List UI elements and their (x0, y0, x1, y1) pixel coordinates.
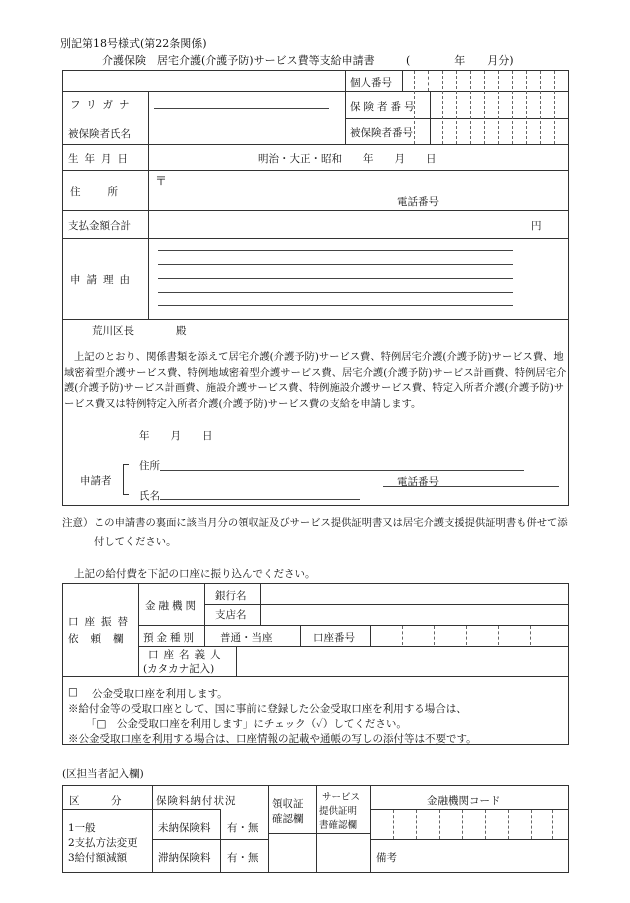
institution-label: 金融機関 (145, 600, 199, 612)
public-account-checkbox[interactable]: □ (68, 686, 78, 698)
insured-number-label: 被保険者番号 (350, 127, 413, 139)
insurer-number-label: 保険者番号 (350, 101, 418, 113)
applicant-name-label: 氏名 (139, 490, 160, 502)
service-cert-2: 提供証明 (319, 806, 358, 817)
declaration-body: 上記のとおり、関係書類を添えて居宅介護(介護予防)サービス費、特例居宅介護(介護予防)サービス費、地域密着型介護サービス費、特例地域密着型介護サービス費、居宅介護(介護予防)サービス計画費、特例居宅介護(介護予防)サービス計画費、施設介護サービス費、特例施設介護サービス費、特定入所者介護(介護予防)サービス費又は特例特定入所者介護(介護予防)サービス費の支給を申請します。 (64, 351, 567, 410)
public-account-line-1: 公金受取口座を利用します。 (92, 688, 228, 700)
branch-name-label: 支店名 (215, 609, 247, 621)
unpaid-label: 未納保険料 (158, 822, 211, 834)
applicant-phone-label: 電話番号 (397, 476, 439, 488)
personal-number-label: 個人番号 (350, 77, 392, 89)
bank-intro: 上記の給付費を下記の口座に振り込んでください。 (74, 568, 316, 580)
category-item-3: 3給付額減額 (68, 852, 128, 864)
form-title-date: ( 年 月分) (406, 54, 514, 67)
office-section-label: (区担当者記入欄) (62, 768, 144, 780)
applicant-name-field[interactable] (160, 499, 360, 500)
account-number-label: 口座番号 (313, 632, 355, 644)
furigana-label: フリガナ (70, 99, 136, 111)
deposit-type-label: 預金種別 (143, 632, 197, 644)
furigana-field[interactable] (154, 108, 329, 109)
insured-name-label: 被保険者氏名 (68, 128, 131, 140)
public-account-line-3: 「□ 公金受取口座を利用します」にチェック（✓）してください。 (86, 718, 407, 730)
holder-label-1: 口座名義人 (148, 649, 226, 661)
note-text: この申請書の裏面に該当月分の領収証及びサービス提供証明書又は居宅介護支援提供証明書も併せて添付してください。 (94, 517, 568, 548)
address-label: 住 所 (70, 186, 120, 198)
application-date[interactable]: 年 月 日 (139, 430, 213, 442)
reason-line-1[interactable] (158, 250, 513, 251)
reason-label: 申請理由 (70, 274, 136, 286)
applicant-address-label: 住所 (139, 460, 160, 472)
address-phone-label: 電話番号 (397, 196, 439, 208)
holder-label-2: (カタカナ記入) (143, 663, 215, 675)
service-cert-1: サービス (322, 792, 361, 803)
delinquent-yes-no[interactable]: 有・無 (227, 852, 259, 864)
reason-line-4[interactable] (158, 292, 513, 293)
remarks-label: 備考 (376, 852, 397, 864)
birthdate-label: 生年月日 (68, 153, 134, 165)
premium-status-label: 保険料納付状況 (156, 795, 237, 807)
public-account-line-2: ※給付金等の受取口座として、国に事前に登録した公金受取口座を利用する場合は、 (68, 703, 467, 715)
category-item-2: 2支払方法変更 (68, 837, 138, 849)
transfer-label-1: 口座振替 (68, 616, 134, 628)
receipt-check-2: 確認欄 (272, 813, 304, 825)
bank-code-label: 金融機関コード (427, 795, 501, 807)
addressee: 荒川区長 殿 (92, 325, 187, 337)
bank-name-label: 銀行名 (215, 590, 247, 602)
reason-line-2[interactable] (158, 264, 513, 265)
reason-line-5[interactable] (158, 305, 513, 306)
public-account-line-4: ※公金受取口座を利用する場合は、口座情報の記載や通帳の写しの添付等は不要です。 (68, 733, 477, 745)
applicant-label: 申請者 (80, 475, 112, 487)
reason-line-3[interactable] (158, 278, 513, 279)
receipt-check-1: 領収証 (272, 798, 304, 810)
note-label: 注意） (62, 517, 94, 529)
unpaid-yes-no[interactable]: 有・無 (227, 822, 259, 834)
delinquent-label: 滞納保険料 (158, 852, 211, 864)
total-amount-label: 支払金額合計 (68, 220, 131, 232)
applicant-address-field[interactable] (160, 470, 524, 471)
category-label: 区 分 (69, 795, 122, 807)
category-item-1: 1一般 (68, 822, 96, 834)
deposit-type-value[interactable]: 普通・当座 (220, 632, 273, 644)
form-number: 別記第18号様式(第22条関係) (60, 37, 207, 50)
yen-unit: 円 (531, 220, 542, 232)
service-cert-3: 書確認欄 (319, 820, 358, 831)
birthdate-value[interactable]: 明治・大正・昭和 年 月 日 (258, 153, 437, 165)
transfer-label-2: 依頼欄 (68, 633, 136, 645)
form-title: 介護保険 居宅介護(介護予防)サービス費等支給申請書 (102, 54, 375, 67)
applicant-phone-field[interactable] (383, 486, 559, 487)
postal-mark: 〒 (155, 174, 168, 188)
